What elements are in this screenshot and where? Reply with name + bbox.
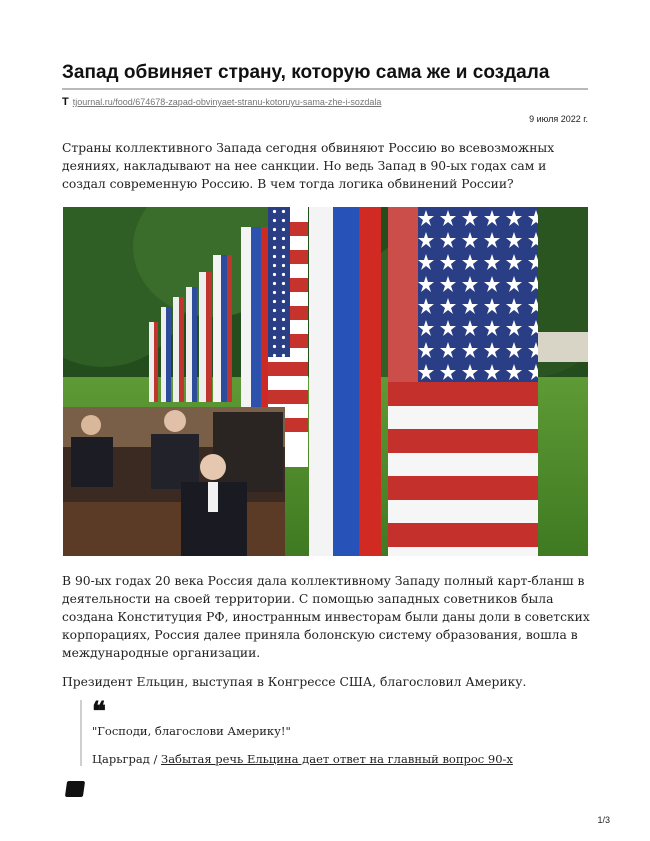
article-title: Запад обвиняет страну, которую сама же и создала [62,62,550,83]
quote-text: "Господи, благослови Америку!" [92,724,291,738]
title-divider [62,88,588,90]
blockquote [80,696,592,766]
source-line [62,95,381,109]
publish-date: 9 июля 2022 г. [529,114,588,124]
quote-source-name: Царьград [92,752,150,766]
quote-source-link[interactable]: Забытая речь Ельцина дает ответ на главный вопрос 90-х [161,752,513,766]
source-link[interactable]: tjournal.ru/food/674678-zapad-obvinyaet-stranu-kotoruyu-sama-zhe-i-sozdala [72,97,382,107]
tjournal-logo-icon: T [62,96,69,108]
quote-mark-icon: ❝ [92,696,106,726]
article-photo [63,207,588,556]
body-paragraph-1: В 90-ых годах 20 века Россия дала коллективному Западу полный карт-бланш в деятельности на своей территории. С помощью западных советников была создана Конституция РФ, иностранным инвесторам были даны доли в советских корпорациях, Россия далее приняла болонскую систему образования, вошла в международные организации. [62,574,590,660]
body-paragraph-2: Президент Ельцин, выступая в Конгрессе США, благословил Америку. [62,675,527,689]
quote-source-separator: / [149,752,162,766]
page-number: 1/3 [597,815,610,825]
bookmark-icon [65,781,85,797]
quote-source [92,752,592,766]
intro-paragraph: Страны коллективного Запада сегодня обвиняют Россию во всевозможных деяниях, накладывают на нее санкции. Но ведь Запад в 90-ых годах сам и создал современную Россию. В чем тогда логика обвинений России? [62,141,555,191]
